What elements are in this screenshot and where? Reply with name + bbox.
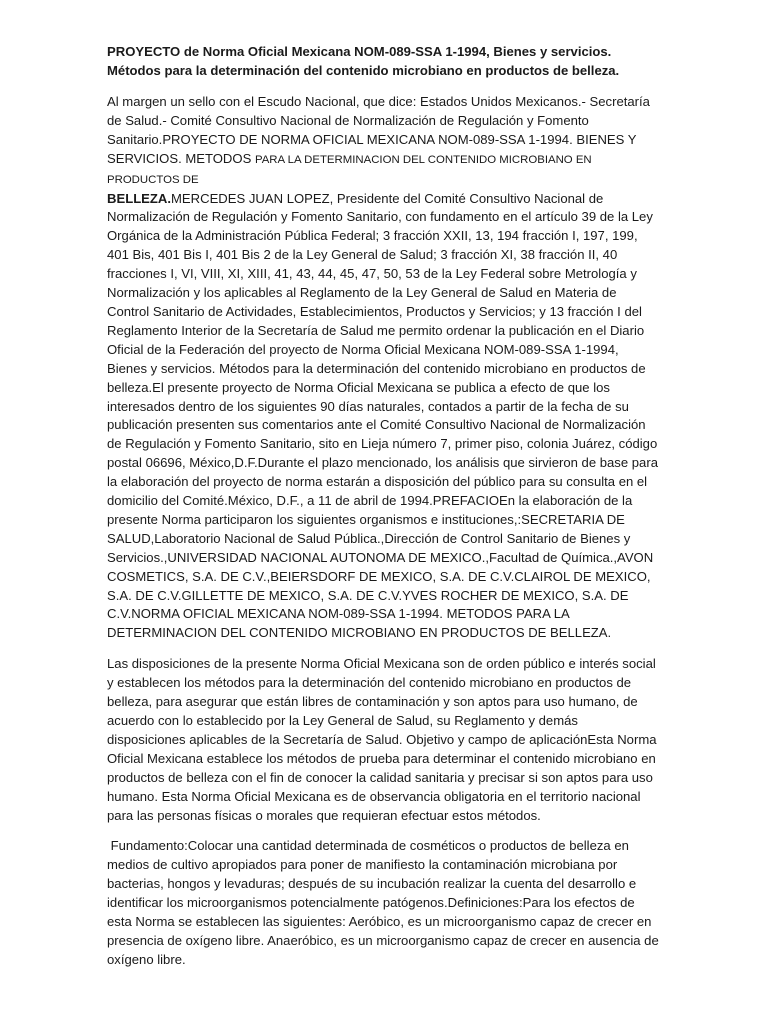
paragraph-preamble — [107, 93, 660, 643]
paragraph-disposiciones: Las disposiciones de la presente Norma Oficial Mexicana son de orden público e interés social y establecen los métodos para la determinación del contenido microbiano en productos de belleza, para asegurar que están libres de contaminación y son aptos para uso humano, de acuerdo con lo establecido por la Ley General de Salud, su Reglamento y demás disposiciones aplicables de la Secretaría de Salud. Objetivo y campo de aplicaciónEsta Norma Oficial Mexicana establece los métodos de prueba para determinar el contenido microbiano en productos de belleza con el fin de conocer la calidad sanitaria y precisar si son aptos para uso humano. Esta Norma Oficial Mexicana es de observancia obligatoria en el territorio nacional para las personas físicas o morales que requieran efectuar estos métodos. — [107, 656, 657, 823]
paragraph-fundamento: Fundamento:Colocar una cantidad determinada de cosméticos o productos de belleza en medios de cultivo apropiados para poner de manifiesto la contaminación microbiana por bacterias, hongos y levaduras; después de su incubación realizar la cuenta del desarrollo e identificar los microorganismos potencialmente patógenos.Definiciones:Para los efectos de esta Norma se establecen las siguientes: Aeróbico, es un microorganismo capaz de crecer en presencia de oxígeno libre. Anaeróbico, es un microorganismo capaz de crecer en ausencia de oxígeno libre. — [107, 838, 663, 967]
preamble-text-a: Al margen un sello con el Escudo Nacional, que dice: Estados Unidos Mexicanos.- Secretaría de Salud.- Comité Consultivo Nacional de Normalización de Regulación y Fomento Sanitario.PROYECTO DE NORMA OFICIAL MEXICANA NOM-089-SSA 1-1994. BIENES Y SERVICIOS. METODOS — [107, 94, 650, 166]
preamble-text-b: PARA LA DETERMINACION DEL CONTENIDO MICROBIANO EN PRODUCTOS DE — [107, 153, 592, 186]
document-title: PROYECTO de Norma Oficial Mexicana NOM-089-SSA 1-1994, Bienes y servicios. Métodos para la determinación del contenido microbiano en productos de belleza. — [107, 44, 620, 78]
preamble-text-d: MERCEDES JUAN LOPEZ, Presidente del Comité Consultivo Nacional de Normalización de Regulación y Fomento Sanitario, con fundamento en el artículo 39 de la Ley Orgánica de la Administración Pública Federal; 3 fracción XXII, 13, 194 fracción I, 197, 199, 401 Bis, 401 Bis I, 401 Bis 2 de la Ley General de Salud; 3 fracción XI, 38 fracción II, 40 fracciones I, VI, VIII, XI, XIII, 41, 43, 44, 45, 47, 50, 53 de la Ley Federal sobre Metrología y Normalización y los aplicables al Reglamento de la Ley General de Salud en Materia de Control Sanitario de Actividades, Establecimientos, Productos y Servicios; y 13 fracción I del Reglamento Interior de la Secretaría de Salud me permito ordenar la publicación en el Diario Oficial de la Federación del proyecto de Norma Oficial Mexicana NOM-089-SSA 1-1994, Bienes y servicios. Métodos para la determinación del contenido microbiano en productos de belleza.El presente proyecto de Norma Oficial Mexicana se publica a efecto de que los interesados dentro de los siguientes 90 días naturales, contados a partir de la fecha de su publicación presenten sus comentarios ante el Comité Consultivo Nacional de Normalización de Regulación y Fomento Sanitario, sito en Lieja número 7, primer piso, colonia Juárez, código postal 06696, México,D.F.Durante el plazo mencionado, los análisis que sirvieron de base para la elaboración del proyecto de norma estarán a disposición del público para su consulta en el domicilio del Comité.México, D.F., a 11 de abril de 1994.PREFACIOEn la elaboración de la presente Norma participaron los siguientes organismos e instituciones,:SECRETARIA DE SALUD,Laboratorio Nacional de Salud Pública.,Dirección de Control Sanitario de Bienes y Servicios.,UNIVERSIDAD NACIONAL AUTONOMA DE MEXICO.,Facultad de Química.,AVON COSMETICS, S.A. DE C.V.,BEIERSDORF DE MEXICO, S.A. DE C.V.CLAIROL DE MEXICO, S.A. DE C.V.GILLETTE DE MEXICO, S.A. DE C.V.YVES ROCHER DE MEXICO, S.A. DE C.V.NORMA OFICIAL MEXICANA NOM-089-SSA 1-1994. METODOS PARA LA DETERMINACION DEL CONTENIDO MICROBIANO EN PRODUCTOS DE BELLEZA. — [107, 190, 658, 641]
preamble-text-c: BELLEZA. — [107, 190, 172, 206]
